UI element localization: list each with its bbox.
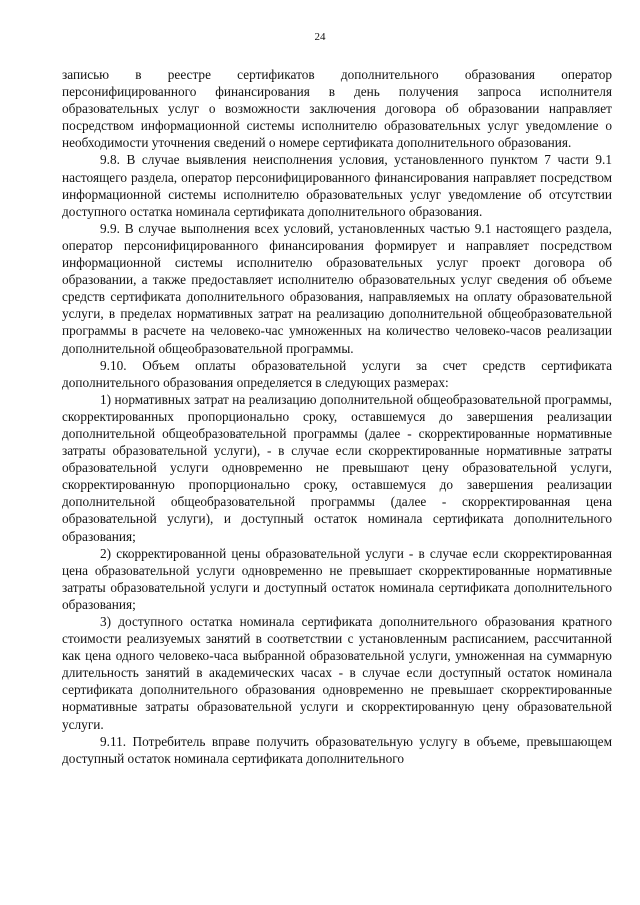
paragraph-9-10-item-1: 1) нормативных затрат на реализацию дополнительной общеобразовательной программы, скорректированных пропорционально сроку, оставшемуся до завершения реализации дополнительной общеобразовательной программы (далее - скорректированные нормативные затраты образовательной услуги), - в случае если скорректированные нормативные затраты образовательной услуги одновременно не превышают цену образовательной услуги, скорректированную пропорционально сроку, оставшемуся до завершения реализации дополнительной общеобразовательной программы (далее - скорректированная цена образовательной услуги), и доступный остаток номинала сертификата дополнительного образования; — [62, 391, 612, 544]
paragraph-9-10-item-2: 2) скорректированной цены образовательной услуги - в случае если скорректированная цена образовательной услуги одновременно не превышает скорректированные нормативные затраты образовательной услуги и доступный остаток номинала сертификата дополнительного образования; — [62, 545, 612, 612]
paragraph-9-10-item-3: 3) доступного остатка номинала сертификата дополнительного образования кратного стоимости реализуемых занятий в соответствии с установленным расписанием, рассчитанной как цена одного человеко-часа выбранной образовательной услуги, умноженная на суммарную длительность занятий в академических часах - в случае если доступный остаток номинала сертификата дополнительного образования одновременно не превышает скорректированные нормативные затраты образовательной услуги и скорректированную цену образовательной услуги. — [62, 614, 612, 732]
document-body — [62, 66, 612, 767]
paragraph-9-11: 9.11. Потребитель вправе получить образовательную услугу в объеме, превышающем доступный остаток номинала сертификата дополнительного — [62, 733, 612, 766]
paragraph-9-8: 9.8. В случае выявления неисполнения условия, установленного пунктом 7 части 9.1 настоящего раздела, оператор персонифицированного финансирования направляет посредством информационной системы исполнителю образовательных услуг уведомление об отсутствии доступного остатка номинала сертификата дополнительного образования. — [62, 152, 612, 219]
paragraph-9-9: 9.9. В случае выполнения всех условий, установленных частью 9.1 настоящего раздела, оператор персонифицированного финансирования формирует и направляет посредством информационной системы исполнителю образовательных услуг проект договора об образовании, а также предоставляет исполнителю образовательных услуг сведения об объеме средств сертификата дополнительного образования, направляемых на оплату образовательной услуги, в пределах нормативных затрат на реализацию дополнительной общеобразовательной программы в расчете на человеко-час умноженных на количество человеко-часов реализации дополнительной общеобразовательной программы. — [62, 220, 612, 356]
paragraph-continuation: записью в реестре сертификатов дополнительного образования оператор персонифицированного финансирования в день получения запроса исполнителя образовательных услуг о возможности заключения договора об образовании направляет посредством информационной системы исполнителю образовательных услуг уведомление о необходимости уточнения сведений о номере сертификата дополнительного образования. — [62, 67, 612, 151]
page-number: 24 — [314, 31, 326, 43]
paragraph-9-10: 9.10. Объем оплаты образовательной услуги за счет средств сертификата дополнительного образования определяется в следующих размерах: — [62, 357, 612, 390]
